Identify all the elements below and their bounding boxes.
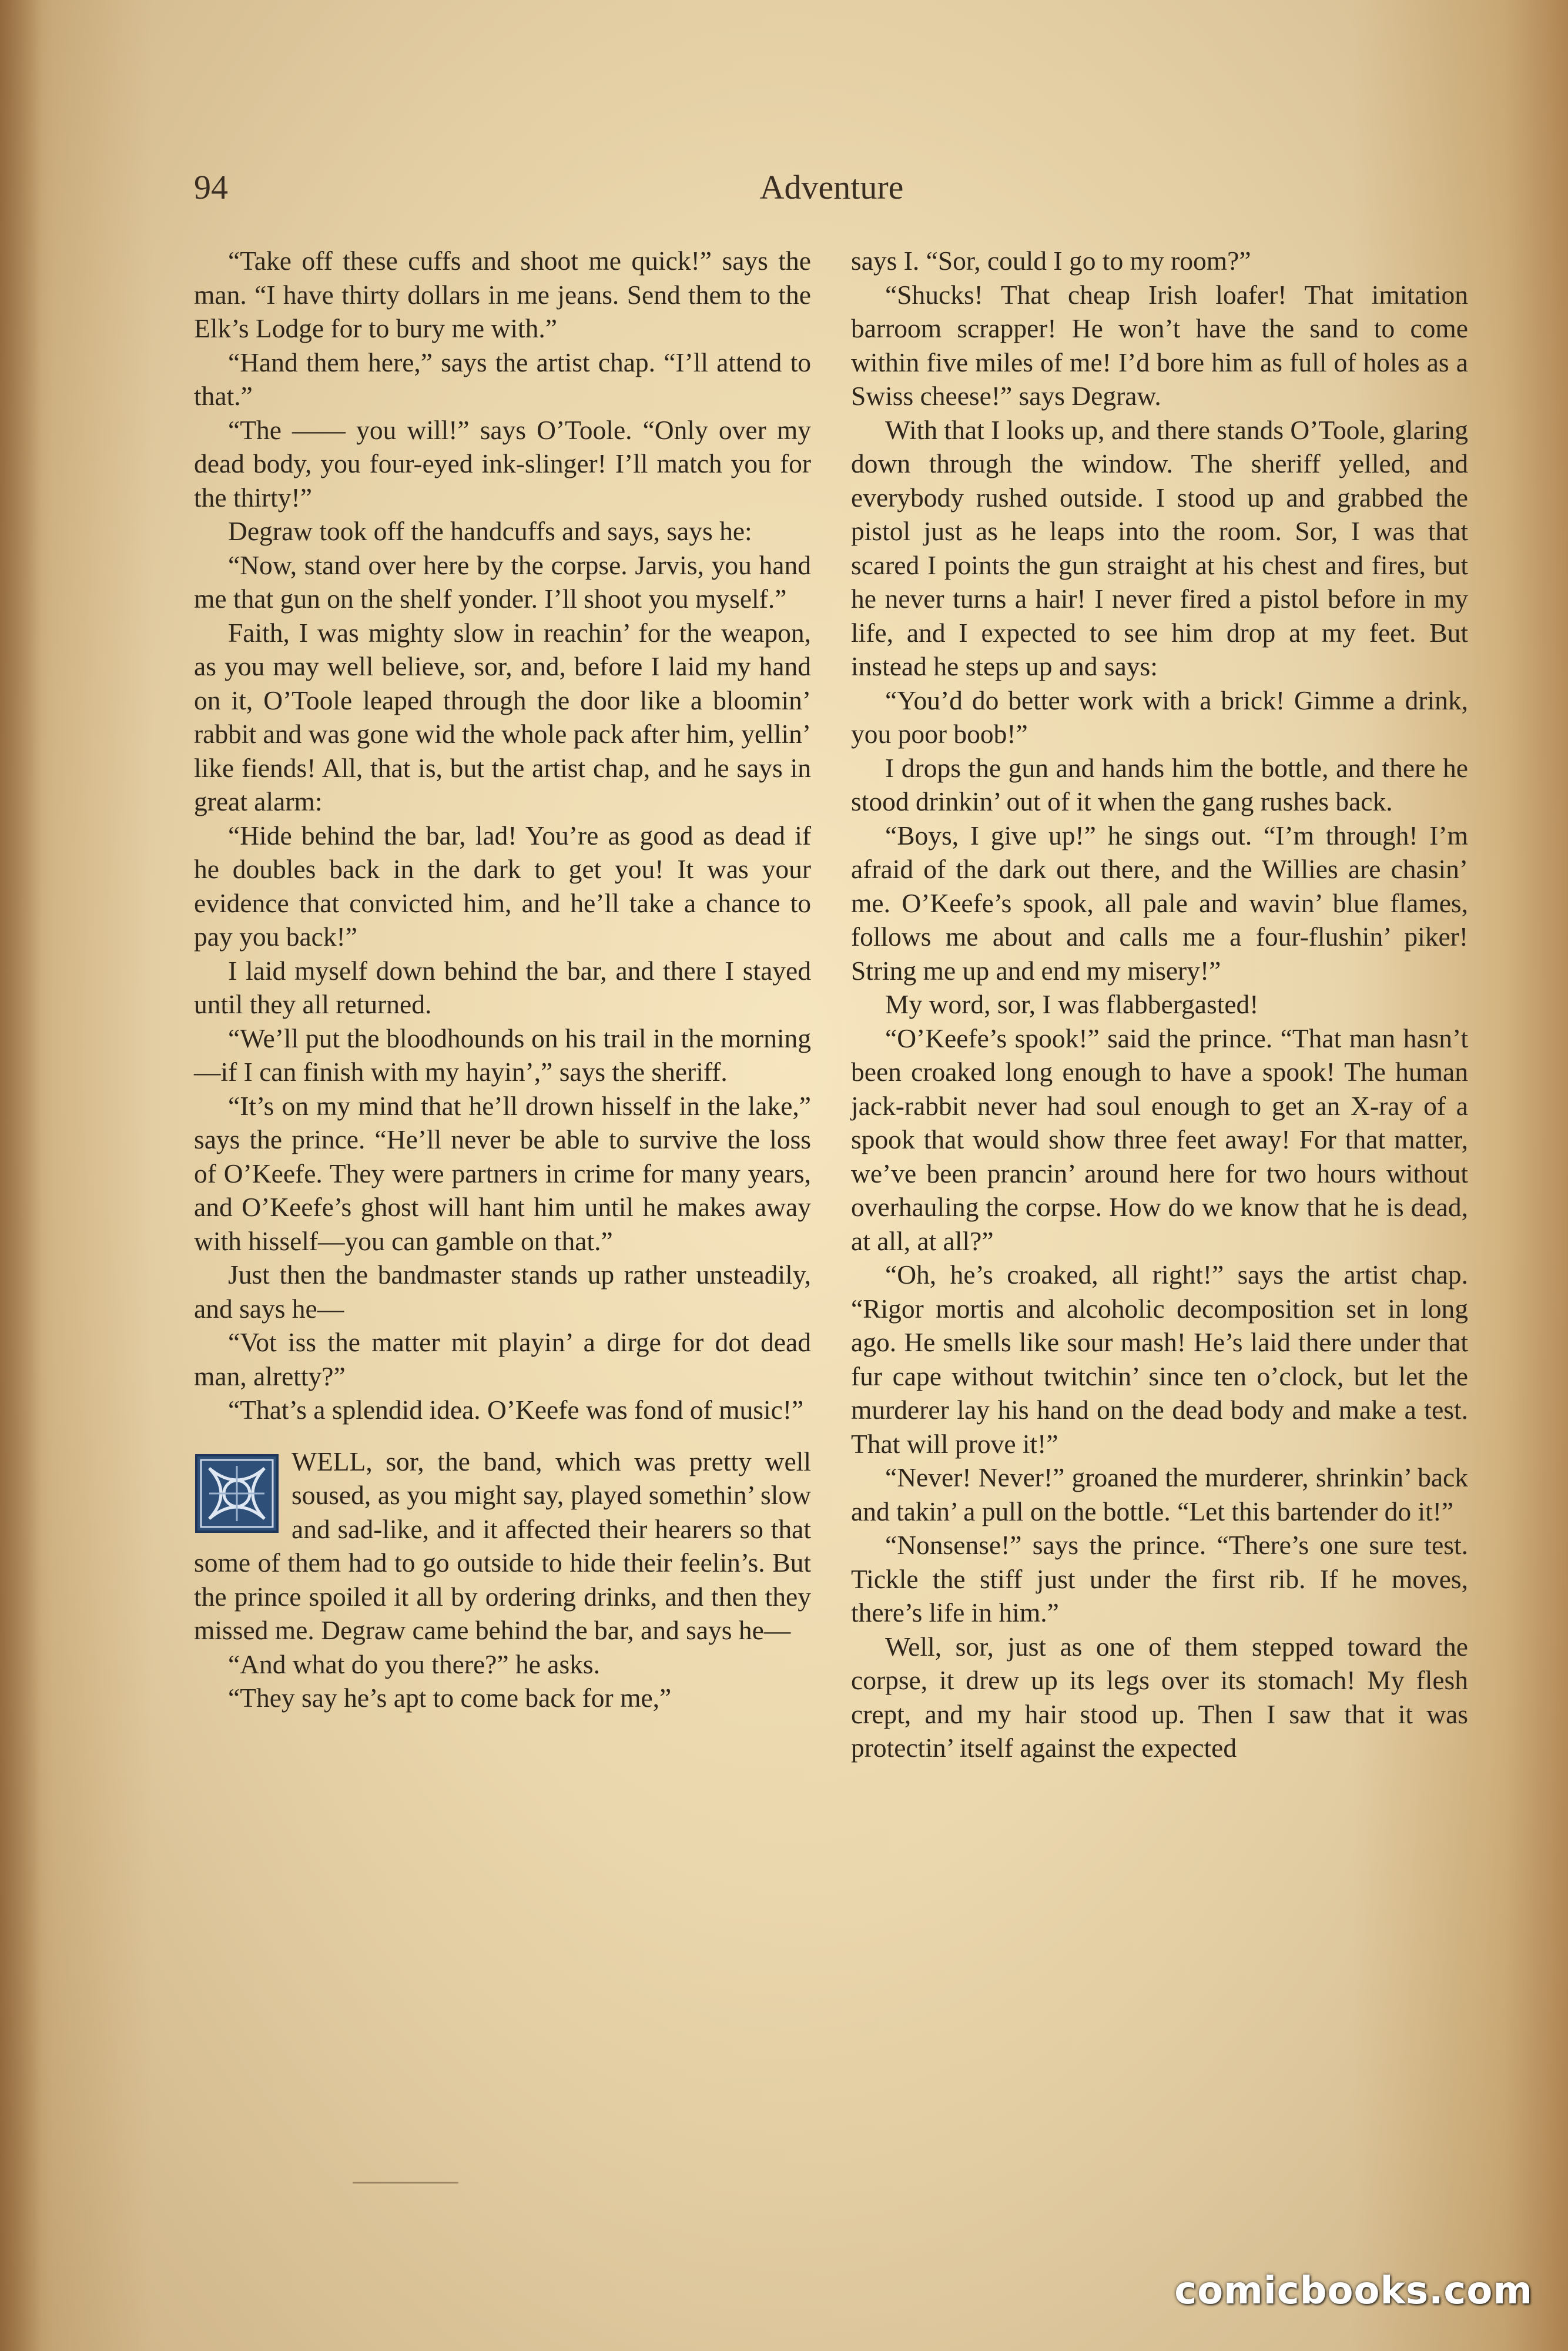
paragraph: “Nonsense!” says the prince. “There’s one sure test. Tickle the stiff just under the first rib. If he moves, there’s life in him.” [851,1530,1468,1627]
paragraph: “Oh, he’s croaked, all right!” says the artist chap. “Rigor mortis and alcoholic decomposition set in long ago. He smells like sour mash! He’s laid there under that fur cape without twitchin’ since ten o’clock, but let the murderer lay his hand on the dead body and make a test. That will prove it!” [851,1260,1468,1459]
paragraph: “O’Keefe’s spook!” said the prince. “That man hasn’t been croaked long enough to have a spook! The human jack-rabbit never had soul enough to get an X-ray of a spook that would show three feet away! For that matter, we’ve been prancin’ around here for two hours without overhauling the corpse. How do we know that he is dead, at all, at all?” [851,1023,1468,1256]
page-spine-shadow [0,0,41,2351]
paragraph: I laid myself down behind the bar, and there I stayed until they all returned. [194,955,811,1019]
paragraph: Well, sor, just as one of them stepped toward the corpse, it drew up its legs over its stomach! My flesh crept, and my hair stood up. Then I saw that it was protectin’ itself against the expected [851,1631,1468,1763]
paragraph: “They say he’s apt to come back for me,” [228,1683,672,1713]
paragraph: “Shucks! That cheap Irish loafer! That imitation barroom scrapper! He won’t have the sand to come within five miles of me! I’d bore him as full of holes as a Swiss cheese!” says Degraw. [851,279,1468,411]
paragraph: “Never! Never!” groaned the murderer, shrinkin’ back and takin’ a pull on the bottle. “Let this bartender do it!” [851,1462,1468,1526]
site-watermark: comicbooks.com [1174,2269,1533,2313]
paragraph: “We’ll put the bloodhounds on his trail in the morning—if I can finish with my hayin’,” says the sheriff. [194,1023,811,1087]
paragraph: “Now, stand over here by the corpse. Jarvis, you hand me that gun on the shelf yonder. I’ll shoot you myself.” [194,550,811,614]
section-opening-text: WELL, sor, the band, which was pretty well soused, as you might say, played somethin’ slow and sad-like, and it affected their hearers so that some of them had to go outside to hide their feelin’s. But the prince spoiled it all by ordering drinks, and then they missed me. Degraw came behind the bar, and says he— [194,1446,811,1645]
paragraph: “The —— you will!” says O’Toole. “Only over my dead body, you four-eyed ink-slinger! I’ll match you for the thirty!” [194,414,811,513]
paragraph: “Take off these cuffs and shoot me quick!” says the man. “I have thirty dollars in me jeans. Send them to the Elk’s Lodge for to bury me with.” [194,246,811,343]
paragraph: “It’s on my mind that he’ll drown hisself in the lake,” says the prince. “He’ll never be able to survive the loss of O’Keefe. They were partners in crime for many years, and O’Keefe’s ghost will hant him until he makes away with hisself—you can gamble on that.” [194,1090,811,1256]
left-column [194,244,811,1715]
celtic-knot-ornament-icon [195,1454,279,1533]
paragraph: “Hide behind the bar, lad! You’re as good as dead if he doubles back in the dark to get you! It was your evidence that convicted him, and he’ll take a chance to pay you back!” [194,820,811,952]
paragraph-continued: says I. “Sor, could I go to my room?” [851,246,1251,276]
paragraph: With that I looks up, and there stands O’Toole, glaring down through the window. The sheriff yelled, and everybody rushed outside. I stood up and grabbed the pistol just as he leaps into the room. Sor, I was that scared I points the gun straight at his chest and fires, but he never turns a hair! I never fired a pistol before in my life, and I expected to see him drop at my feet. But instead he steps up and says: [851,414,1468,681]
footer-rule [353,2182,458,2183]
right-column [851,244,1468,1765]
paragraph: “Boys, I give up!” he sings out. “I’m through! I’m afraid of the dark out there, and the Willies are chasin’ me. O’Keefe’s spook, all pale and wavin’ blue flames, follows me about and calls me a four-flushin’ piker! String me up and end my misery!” [851,820,1468,986]
paragraph: Just then the bandmaster stands up rather unsteadily, and says he— [194,1260,811,1324]
section-opening-paragraph [194,1445,811,1647]
paragraph: “You’d do better work with a brick! Gimme a drink, you poor boob!” [851,685,1468,749]
paragraph: “That’s a splendid idea. O’Keefe was fond of music!” [228,1395,804,1425]
page-header [194,168,1469,220]
paragraph: “And what do you there?” he asks. [228,1649,601,1679]
paragraph: My word, sor, I was flabbergasted! [885,989,1259,1019]
running-title: Adventure [759,168,904,206]
paragraph: “Hand them here,” says the artist chap. “I’ll attend to that.” [194,347,811,411]
paragraph: I drops the gun and hands him the bottle, and there he stood drinkin’ out of it when the gang rushes back. [851,752,1468,816]
paragraph: “Vot iss the matter mit playin’ a dirge for dot dead man, alretty?” [194,1327,811,1391]
page-number: 94 [194,168,228,206]
paragraph: Degraw took off the handcuffs and says, says he: [228,516,752,546]
paragraph: Faith, I was mighty slow in reachin’ for the weapon, as you may well believe, sor, and, before I laid my hand on it, O’Toole leaped through the door like a bloomin’ rabbit and was gone wid the whole pack after him, yellin’ like fiends! All, that is, but the artist chap, and he says in great alarm: [194,617,811,816]
